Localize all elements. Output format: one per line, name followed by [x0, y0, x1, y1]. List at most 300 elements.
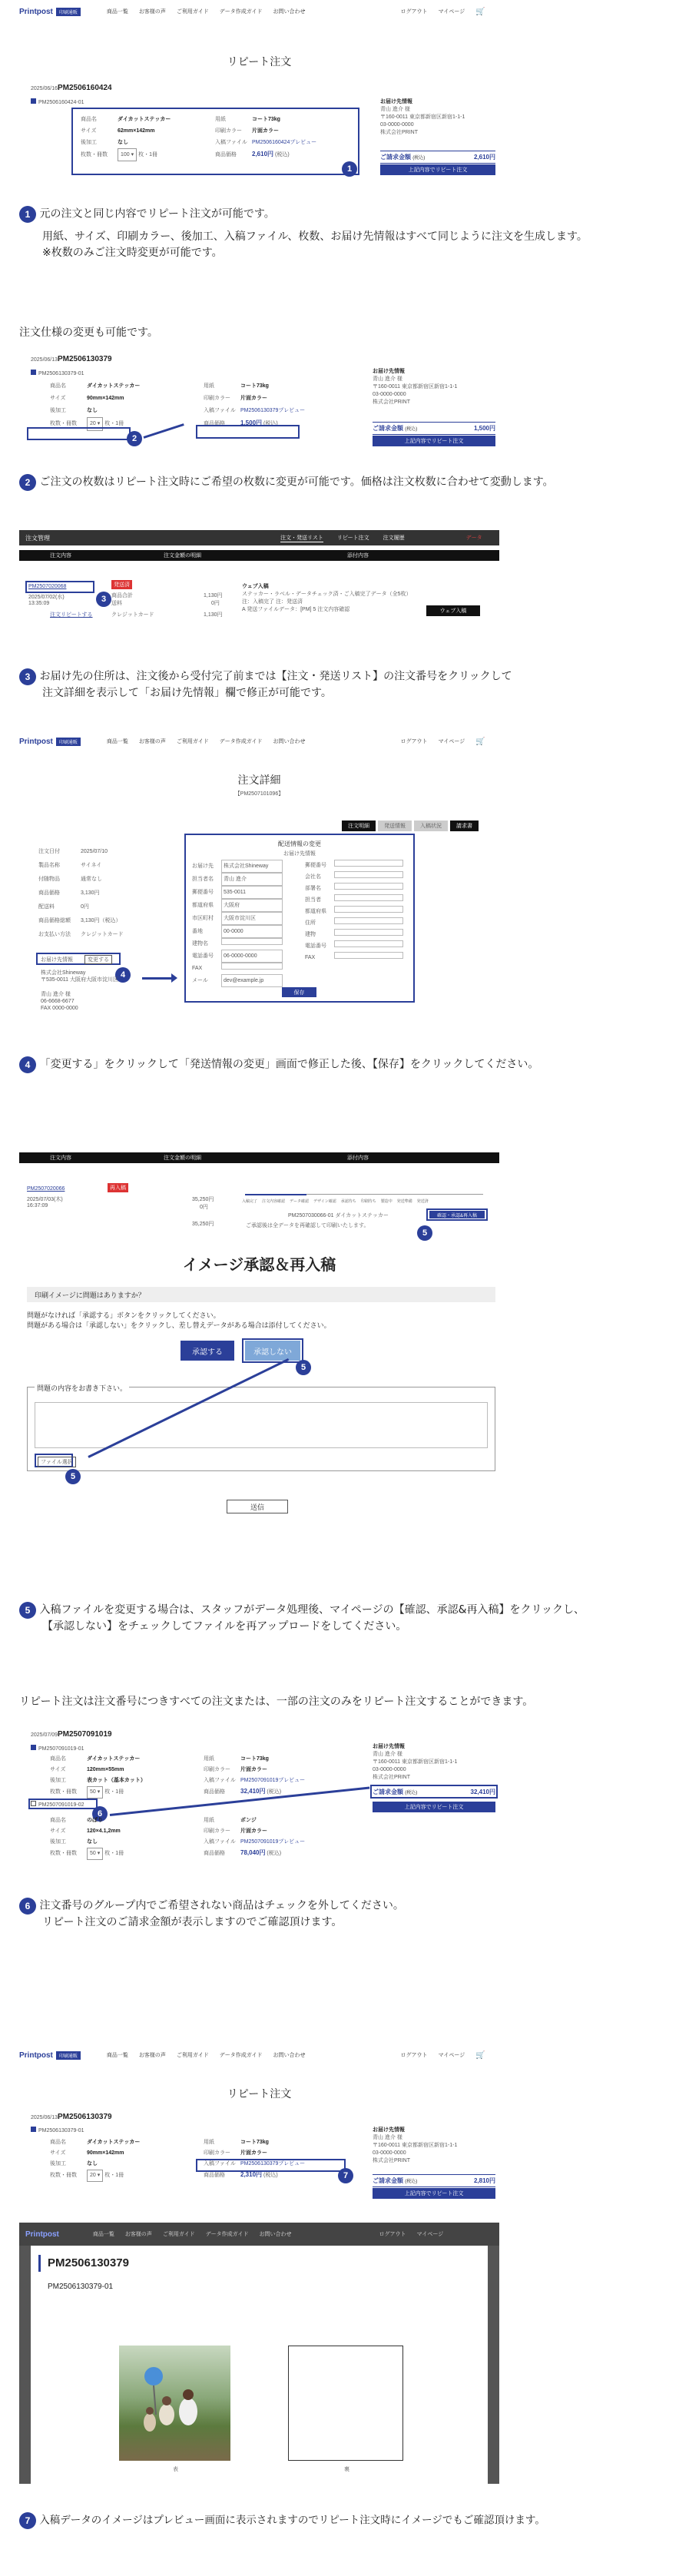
desc-7 [19, 2512, 687, 2529]
item-price: 78,040円 [240, 1849, 266, 1856]
item-price: 2,310円 [240, 2171, 263, 2178]
preview-subtitle: PM2506130379-01 [48, 2283, 114, 2291]
field-input[interactable] [334, 883, 403, 890]
site-logo[interactable]: Printpost [19, 7, 53, 16]
field-label: お届け先 [192, 864, 214, 869]
name-line: 青山 進介 様 [41, 992, 71, 997]
question-text: 印刷イメージに問題はありますか？ [35, 1291, 145, 1300]
value: 片面カラー [240, 1767, 267, 1772]
value: サイネイ [81, 863, 102, 868]
desc-6-line-2: リピート注文のご請求金額が表示しますのでご確認頂けます。 [42, 1916, 343, 1928]
step-label: 入稿完了 [242, 1199, 258, 1204]
col-order: 注文内容 [50, 1155, 71, 1161]
total-tax: (税込) [405, 2180, 418, 2184]
value: ダイカットステッカー [118, 117, 171, 122]
preview-back-image [288, 2346, 403, 2461]
quantity-select[interactable]: 50 ▾ [87, 1786, 103, 1799]
desc-2 [19, 474, 680, 491]
label: 商品名 [81, 117, 97, 122]
repeat-link[interactable]: 注文リピートする [50, 612, 93, 618]
problem-textarea[interactable] [35, 1402, 488, 1448]
label: サイズ [50, 1767, 66, 1772]
arrow [144, 423, 184, 439]
label: 入稿ファイル [204, 408, 236, 413]
desc-3 [19, 668, 680, 701]
file-ref: PM2507030066-01 ダイカットステッカー [288, 1213, 389, 1218]
nav-mypage[interactable]: マイページ [438, 9, 465, 15]
tax-label: (税込) [263, 421, 278, 426]
field-input[interactable] [334, 917, 403, 924]
value: 90mm×142mm [87, 396, 124, 401]
value: 3,130円（税込） [81, 918, 121, 923]
total-value: 1,500円 [473, 425, 495, 432]
field-input[interactable]: 535-0011 [221, 886, 283, 899]
spec-left [50, 2137, 140, 2182]
total-value: 32,410円 [470, 1789, 495, 1795]
order-number: PM2506130379 [58, 2113, 112, 2121]
order-date: 2025/07/02(水) [28, 595, 65, 600]
field-input[interactable]: 青山 進介 [221, 873, 283, 886]
total-value: 2,810円 [473, 2177, 495, 2184]
item-row-header [31, 1745, 84, 1752]
item-row-header [31, 370, 84, 376]
item-row-header [31, 2127, 84, 2133]
page-title: リピート注文 [227, 2087, 292, 2100]
sub-order-number: PM2506130379-01 [38, 371, 84, 376]
order-date: 2025/06/13 [31, 2115, 58, 2120]
step-label: 発送準備 [396, 1199, 412, 1204]
nav-item-products[interactable]: 商品一覧 [106, 2053, 128, 2058]
step-label: 注文内容確認 [262, 1199, 286, 1204]
nav-item-guide[interactable]: ご利用ガイド [176, 739, 209, 744]
nav-item-contact[interactable]: お問い合わせ [273, 739, 306, 744]
quantity-value: 20 [90, 421, 96, 426]
item-row-header [31, 1801, 84, 1808]
modal-shipping-change [184, 834, 415, 1003]
preview-caption-front: 表 [173, 2467, 178, 2472]
reupload-title: イメージ承認＆再入稿 [182, 1257, 336, 1274]
table-header [19, 1152, 499, 1163]
qty-suffix: 枚・1冊 [104, 421, 124, 426]
addr-line: 株式会社Shineway [41, 970, 86, 976]
cart-icon[interactable]: 🛒 [475, 737, 485, 746]
pay-label: クレジットカード [111, 612, 154, 618]
desc-1-line-2: 用紙、サイズ、印刷カラー、後加工、入稿ファイル、枚数、お届け先情報はすべて同じように注文を生成します。 [42, 230, 588, 243]
product-line-3: A 発送ファイルデータ：[PM] 5 注文内容確認 [242, 607, 350, 612]
label: 入稿ファイル [215, 140, 247, 145]
field-input[interactable] [334, 940, 403, 947]
checkbox[interactable] [31, 370, 36, 375]
total-label: ご請求金額 [373, 1789, 403, 1795]
desc-4 [19, 1056, 680, 1073]
tel-line: 06-6668-6677 [41, 999, 75, 1004]
status-badge: 発送済 [111, 580, 132, 589]
shipping-company: 株式会社PRINT [373, 2158, 410, 2163]
preview-front-image [119, 2346, 230, 2461]
field-input[interactable] [334, 871, 403, 878]
site-logo[interactable]: Printpost [19, 737, 53, 746]
label: 用紙 [204, 383, 214, 389]
field-label: FAX [192, 966, 203, 971]
field-label: メール [192, 978, 208, 983]
quantity-value: 50 [90, 1851, 96, 1856]
spec-left [50, 1815, 124, 1860]
field-input[interactable] [334, 906, 403, 913]
nav-item-products[interactable]: 商品一覧 [92, 2232, 114, 2237]
order-number: PM2507091019 [58, 1730, 112, 1739]
nav-item-voice[interactable]: お客様の声 [124, 2232, 152, 2237]
tax-label: (税込) [267, 1789, 282, 1795]
field-label: 建物 [305, 932, 316, 937]
checkbox[interactable] [31, 2127, 36, 2132]
nav-item-contact[interactable]: お問い合わせ [259, 2232, 292, 2237]
nav-item-guide[interactable]: ご利用ガイド [176, 2053, 209, 2058]
field-label: 会社名 [305, 874, 321, 880]
col-order: 注文内容 [50, 553, 71, 559]
step-badge-5-b: 5 [296, 1360, 311, 1375]
tab-data[interactable]: データ [465, 535, 482, 541]
desc-3-line-1: お届け先の住所は、注文後から受付完了前までは【注文・発送リスト】の注文番号をクリックして [39, 670, 512, 683]
nav-item-products[interactable]: 商品一覧 [106, 739, 128, 744]
field-input[interactable] [334, 929, 403, 936]
label: 枚数・冊数 [50, 2173, 77, 2178]
field-input[interactable]: dev@example.jp [221, 974, 283, 987]
checkbox[interactable] [31, 1745, 36, 1750]
field-input[interactable] [221, 963, 283, 970]
total-row [380, 151, 495, 164]
amount-2: 0円 [200, 1205, 208, 1210]
desc-5-line-1: 入稿ファイルを変更する場合は、スタッフがデータ処理後、マイページの【確認、承認&再入稿】をクリックし、 [39, 1603, 585, 1616]
value: 0円 [81, 904, 89, 910]
approve-button[interactable]: 承認する [181, 1341, 234, 1361]
shipping-tel: 03-0000-0000 [373, 2150, 406, 2156]
label: 商品価格 [204, 1851, 225, 1856]
order-time: 16:37:09 [27, 1203, 48, 1208]
field-input[interactable]: 大阪市淀川区 [221, 912, 283, 925]
amount-1: 35,250円 [192, 1197, 214, 1202]
order-link[interactable]: PM2507020066 [27, 1186, 65, 1192]
repeat-order-button[interactable]: 上記内容でリピート注文 [373, 1802, 495, 1812]
quantity-select[interactable]: 20 ▾ [87, 417, 103, 431]
shipping-company: 株式会社PRINT [380, 130, 418, 135]
col-attach: 添付内容 [347, 553, 369, 559]
web-upload-button[interactable]: ウェブ入稿 [426, 605, 480, 616]
total-label: ご請求金額 [373, 425, 403, 432]
label: お支払い方法 [38, 932, 71, 937]
quantity-select[interactable]: 100 ▾ [118, 148, 137, 161]
arrow-head [171, 973, 177, 983]
save-button[interactable]: 保存 [282, 987, 316, 997]
step-badge-1: 1 [342, 161, 357, 177]
value: ダイカットステッカー [87, 1756, 141, 1762]
amount-3: 35,250円 [192, 1222, 214, 1227]
nav-logout[interactable]: ログアウト [379, 2232, 406, 2237]
spec-right [204, 1754, 305, 1798]
quantity-select[interactable]: 20 ▾ [87, 2170, 103, 2182]
step-badge-3: 3 [96, 592, 111, 607]
label: 配送料 [38, 904, 55, 910]
tab-detail[interactable]: 注文明細 [342, 821, 376, 831]
desc-1-line-3: ※枚数のみご注文時変更が可能です。 [42, 247, 223, 259]
field-label: 番地 [192, 929, 203, 934]
field-label: 郵便番号 [305, 863, 326, 868]
qty-suffix: 枚・1冊 [104, 2173, 124, 2178]
shipping-title: お届け先情報 [373, 1744, 405, 1749]
highlight-box [27, 427, 131, 440]
desc-7-line-1: 入稿データのイメージはプレビュー画面に表示されますのでリピート注文時にイメージでもご確認頂けます。 [39, 2514, 545, 2527]
checkbox[interactable] [31, 98, 36, 104]
item-price: 32,410円 [240, 1788, 266, 1795]
label: サイズ [50, 2150, 66, 2156]
nav-item-guide[interactable]: ご利用ガイド [162, 2232, 195, 2237]
value: 120×4.1,2mm [87, 1828, 121, 1834]
desc-1 [19, 206, 680, 261]
repeat-order-button[interactable]: 上記内容でリピート注文 [380, 164, 495, 175]
change-button[interactable]: 変更する [84, 955, 112, 964]
reject-button[interactable]: 承認しない [245, 1341, 300, 1361]
nav-item-voice[interactable]: お客様の声 [138, 2053, 166, 2058]
value: 90mm×142mm [87, 2150, 124, 2156]
field-label: 担当者名 [192, 877, 214, 882]
nav-item-data-guide[interactable]: データ作成ガイド [205, 2232, 249, 2237]
step-badge-7: 7 [338, 2168, 353, 2183]
file-preview-link[interactable]: PM2506130379プレビュー [240, 2161, 306, 2167]
change-label: お届け先情報 [41, 957, 73, 963]
value: 62mm×142mm [118, 128, 155, 134]
addr-lines [41, 970, 118, 983]
item-row-header [31, 98, 84, 105]
instr-2: 問題がある場合は「承認しない」をクリックし、差し替えデータがある場合は添付してください。 [27, 1322, 331, 1330]
step-badge-2-label: 2 [19, 474, 36, 491]
line-1: 商品合計 [111, 593, 133, 598]
field-input[interactable] [334, 894, 403, 901]
label: 後加工 [50, 408, 66, 413]
shipping-name: 青山 進介 様 [373, 2135, 402, 2140]
label: サイズ [81, 128, 97, 134]
nav-logout[interactable]: ログアウト [400, 739, 428, 744]
field-input[interactable]: 00-0000 [221, 925, 283, 938]
order-ref: 【PM2507101096】 [234, 791, 284, 797]
nav-item-voice[interactable]: お客様の声 [138, 739, 166, 744]
step-label: 発送済 [416, 1199, 429, 1204]
approve-reupload-link[interactable]: 確認・承認&再入稿 [429, 1211, 485, 1218]
desc-4-line-1: 「変更する」をクリックして「発送情報の変更」画面で修正した後、【保存】をクリックしてください。 [39, 1058, 539, 1071]
total-row [373, 1787, 495, 1797]
shipping-tel: 03-0000-0000 [373, 1767, 406, 1772]
nav-item-voice[interactable]: お客様の声 [138, 9, 166, 15]
nav-item-data-guide[interactable]: データ作成ガイド [219, 739, 263, 744]
desc-5 [19, 1602, 680, 1635]
shipping-address: 〒160-0011 東京都新宿区新宿1-1-1 [373, 1759, 458, 1765]
file-preview-link[interactable]: PM2507091019プレビュー [240, 1778, 306, 1783]
label: 後加工 [81, 140, 97, 145]
file-select-button[interactable]: ファイル選択 [38, 1457, 76, 1467]
field-label: 電話番号 [305, 943, 326, 949]
field-label: 建物名 [192, 941, 208, 947]
field-input[interactable]: 株式会社Shineway [221, 860, 283, 873]
field-label: FAX [305, 955, 316, 960]
cart-icon[interactable]: 🛒 [475, 2051, 485, 2060]
label: 商品価格総額 [38, 918, 71, 923]
value: 通常なし [81, 877, 102, 882]
value: コート73kg [240, 2140, 269, 2145]
nav-item-data-guide[interactable]: データ作成ガイド [219, 2053, 263, 2058]
value: ダイカットステッカー [87, 383, 141, 389]
total-value: 2,610円 [473, 154, 495, 161]
field-label: 担当者 [305, 897, 321, 903]
shipping-address: 〒160-0011 東京都新宿区新宿1-1-1 [373, 2143, 458, 2148]
step-badge-7-label: 7 [19, 2512, 36, 2529]
label: 印刷カラー [215, 128, 242, 134]
site-logo[interactable]: Printpost [25, 2230, 59, 2239]
label: 入稿ファイル [204, 1839, 236, 1845]
field-label: 住所 [305, 920, 316, 926]
preview-screen [19, 2223, 499, 2484]
item-price: 1,500円 [240, 419, 263, 426]
value: 120mm×55mm [87, 1767, 124, 1772]
quantity-select[interactable]: 50 ▾ [87, 1848, 103, 1860]
field-input[interactable]: 06-0000-0000 [221, 950, 283, 963]
nav-logout[interactable]: ログアウト [400, 9, 428, 15]
label: 入稿ファイル [204, 1778, 236, 1783]
order-detail-screen [19, 730, 499, 1037]
warn-text: ご承認後は全データを再確認して印刷いたします。 [246, 1223, 369, 1228]
addr-line: 〒535-0011 大阪府大阪市淀川区 [41, 977, 119, 983]
label: サイズ [50, 396, 66, 401]
label: 用紙 [215, 117, 226, 122]
nav-item-contact[interactable]: お問い合わせ [273, 2053, 306, 2058]
shipping-tel: 03-0000-0000 [380, 122, 414, 128]
nav-logout[interactable]: ログアウト [400, 2053, 428, 2058]
order-number: PM2506130379 [58, 355, 112, 363]
preview-title: PM2506130379 [48, 2256, 129, 2269]
spec-left [50, 380, 140, 431]
repeat-order-button[interactable]: 上記内容でリピート注文 [373, 2188, 495, 2199]
label: 商品価格 [38, 890, 60, 896]
progress-line-filled [245, 1194, 306, 1195]
nav-item-data-guide[interactable]: データ作成ガイド [219, 9, 263, 15]
highlight-box [196, 425, 300, 439]
management-title: 注文管理 [25, 534, 50, 542]
logo-badge: 印刷通販 [56, 8, 81, 16]
amount-2: 0円 [211, 601, 220, 606]
product-line-2: 注：入稿完了 注：発送済 [242, 599, 303, 605]
file-preview-link[interactable]: PM2506160424プレビュー [252, 140, 317, 145]
nav-item-guide[interactable]: ご利用ガイド [176, 9, 209, 15]
nav-mypage[interactable]: マイページ [438, 2053, 465, 2058]
label: 後加工 [50, 2161, 66, 2167]
nav-item-contact[interactable]: お問い合わせ [273, 9, 306, 15]
value: 3,130円 [81, 890, 100, 896]
family-photo-image [119, 2346, 230, 2461]
shipping-name: 青山 進介 様 [380, 107, 410, 112]
label: サイズ [50, 1828, 66, 1834]
intro-6: リピート注文は注文番号につきすべての注文または、一部の注文のみをリピート注文することができます。 [19, 1696, 534, 1708]
fax-line: FAX 0000-0000 [41, 1006, 78, 1011]
shipping-title: お届け先情報 [373, 369, 405, 374]
sub-order-number: PM2507091019-02 [38, 1802, 84, 1808]
label: 印刷カラー [204, 1767, 230, 1772]
value: なし [87, 1839, 98, 1845]
field-input[interactable] [334, 860, 403, 867]
page-title: 注文詳細 [237, 774, 281, 786]
nav-item-products[interactable]: 商品一覧 [106, 9, 128, 15]
top-nav-dim [19, 2223, 499, 2246]
label: 商品名 [50, 383, 66, 389]
repeat-order-screen-1 [19, 0, 499, 192]
sub-order-number: PM2506130379-01 [38, 2128, 84, 2133]
file-preview-link[interactable]: PM2506130379プレビュー [240, 408, 306, 413]
shipping-address: 〒160-0011 東京都新宿区新宿1-1-1 [373, 384, 458, 390]
nav-mypage[interactable]: マイページ [438, 739, 465, 744]
field-input[interactable] [221, 938, 283, 945]
tax-label: (税込) [267, 1851, 282, 1856]
tab-shipping[interactable]: 発送情報 [378, 821, 412, 831]
management-header [19, 530, 499, 545]
checkbox-unchecked[interactable] [31, 1801, 36, 1806]
spec-right [215, 114, 316, 161]
modal-left-fields [192, 860, 283, 987]
spec-right [204, 1815, 305, 1859]
label: 印刷カラー [204, 1828, 230, 1834]
modal-right-fields [305, 860, 403, 963]
file-preview-link[interactable]: PM2507091019プレビュー [240, 1839, 306, 1845]
step-badge-5-label: 5 [19, 1602, 36, 1619]
arrow [142, 977, 173, 980]
label: 後加工 [50, 1839, 66, 1845]
repeat-order-button[interactable]: 上記内容でリピート注文 [373, 436, 495, 446]
cart-icon[interactable]: 🛒 [475, 7, 485, 16]
total-label: ご請求金額 [380, 154, 411, 161]
shipping-info [380, 98, 465, 137]
step-badge-6-label: 6 [19, 1898, 36, 1915]
order-date: 2025/06/13 [31, 357, 58, 363]
qty-suffix: 枚・1冊 [138, 152, 158, 157]
product-title: ウェブ入稿 [242, 584, 269, 589]
step-badge-5-c: 5 [65, 1469, 81, 1484]
quantity-value: 50 [90, 1789, 96, 1795]
value: 片面カラー [252, 128, 279, 134]
tab-history[interactable]: 注文履歴 [383, 535, 405, 541]
nav-mypage[interactable]: マイページ [416, 2232, 444, 2237]
step-label: 印刷待ち [360, 1199, 376, 1204]
field-input[interactable] [334, 952, 403, 959]
site-logo[interactable]: Printpost [19, 2051, 53, 2060]
tab-order-list[interactable]: 注文・発送リスト [280, 535, 323, 541]
top-nav [19, 0, 499, 23]
order-link[interactable]: PM2507020068 [28, 584, 67, 589]
step-label: デザイン確認 [313, 1199, 336, 1204]
order-date: 2025/07/03(木) [27, 1197, 63, 1202]
desc-3-line-2: 注文詳細を表示して「お届け先情報」欄で修正が可能です。 [42, 687, 332, 699]
send-button[interactable]: 送信 [227, 1500, 288, 1513]
reupload-screen [19, 1152, 499, 1583]
label: 商品名 [50, 2140, 66, 2145]
logo-badge: 印刷通販 [56, 738, 81, 746]
tab-invoice[interactable]: 請求書 [450, 821, 479, 831]
value: クレジットカード [81, 932, 124, 937]
label: 印刷カラー [204, 2150, 230, 2156]
label: 商品価格 [204, 421, 225, 426]
label: 注文日付 [38, 849, 60, 854]
tab-repeat[interactable]: リピート注文 [336, 535, 369, 541]
col-attach: 添付内容 [347, 1155, 369, 1161]
item-price: 2,610円 [252, 151, 274, 157]
field-input[interactable]: 大阪府 [221, 899, 283, 912]
tab-upload[interactable]: 入稿状況 [414, 821, 448, 831]
preview-modal [31, 2246, 488, 2484]
desc-2-line-1: ご注文の枚数はリピート注文時にご希望の枚数に変更が可能です。価格は注文枚数に合わせて変動します。 [39, 476, 554, 489]
